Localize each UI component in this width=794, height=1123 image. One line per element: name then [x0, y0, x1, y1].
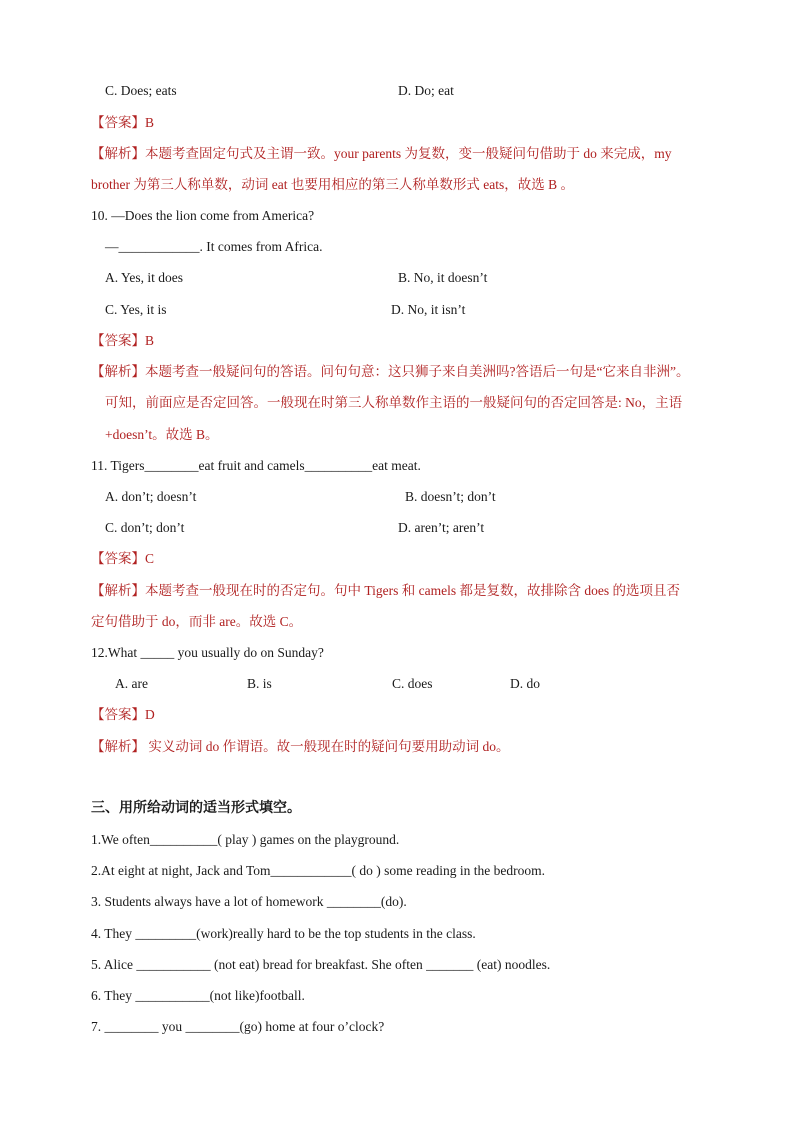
q12-analysis: [91, 737, 510, 757]
answer-tag: 【答案】: [91, 333, 145, 348]
fill-item-5: 5. Alice ___________ (not eat) bread for breakfast. She often _______ (eat) noodles.: [91, 957, 551, 972]
q12-option-d: D. do: [510, 676, 540, 691]
q10-option-c: C. Yes, it is: [105, 302, 167, 317]
analysis-text: 本题考查一般疑问句的答语。问句句意：这只狮子来自美洲吗?答语后一句是“它来自非洲”。: [145, 364, 690, 379]
q11-analysis-line1: [91, 581, 680, 601]
q12-option-a: A. are: [115, 676, 148, 691]
answer-tag: 【答案】: [91, 551, 145, 566]
analysis-tag: 【解析】: [91, 739, 145, 754]
answer-tag: 【答案】: [91, 707, 145, 722]
q9-answer: [91, 113, 154, 133]
q12-option-c: C. does: [392, 676, 433, 691]
analysis-tag: 【解析】: [91, 583, 145, 598]
fill-item-1: 1.We often__________( play ) games on the playground.: [91, 832, 400, 847]
fill-item-4: 4. They _________(work)really hard to be the top students in the class.: [91, 926, 476, 941]
analysis-text: 本题考查固定句式及主谓一致。your parents 为复数，变一般疑问句借助于 do 来完成，my: [145, 146, 672, 161]
analysis-text: 本题考查一般现在时的否定句。句中 Tigers 和 camels 都是复数，故排除含 does 的选项且否: [145, 583, 680, 598]
q11-option-b: B. doesn’t; don’t: [405, 489, 496, 504]
q10-analysis-line1: [91, 362, 689, 382]
analysis-tag: 【解析】: [91, 364, 145, 379]
answer-tag: 【答案】: [91, 115, 145, 130]
fill-item-2: 2.At eight at night, Jack and Tom____________( do ) some reading in the bedroom.: [91, 863, 545, 878]
answer-value: C: [145, 551, 155, 566]
q9-analysis-line1: [91, 144, 671, 164]
q10-option-b: B. No, it doesn’t: [398, 270, 488, 285]
fill-item-6: 6. They ___________(not like)football.: [91, 988, 305, 1003]
q12-answer: [91, 705, 155, 725]
q11-option-d: D. aren’t; aren’t: [398, 520, 485, 535]
q10-reply: —____________. It comes from Africa.: [105, 239, 323, 254]
analysis-tag: 【解析】: [91, 146, 145, 161]
answer-value: B: [145, 115, 155, 130]
q10-option-a: A. Yes, it does: [105, 270, 184, 285]
q10-answer: [91, 331, 154, 351]
q9-analysis-line2: brother 为第三人称单数，动词 eat 也要用相应的第三人称单数形式 eats，故选 B 。: [91, 177, 574, 192]
answer-value: B: [145, 333, 155, 348]
q12-option-b: B. is: [247, 676, 272, 691]
fill-item-3: 3. Students always have a lot of homework ________(do).: [91, 894, 407, 909]
q10-analysis-line3: +doesn’t。故选 B。: [105, 427, 219, 442]
q10-analysis-line2: 可知，前面应是否定回答。一般现在时第三人称单数作主语的一般疑问句的否定回答是: No，主语: [105, 395, 683, 410]
analysis-text: 实义动词 do 作谓语。故一般现在时的疑问句要用助动词 do。: [145, 739, 510, 754]
q9-option-c: C. Does; eats: [105, 83, 177, 98]
q9-option-d: D. Do; eat: [398, 83, 454, 98]
q11-option-c: C. don’t; don’t: [105, 520, 185, 535]
q11-option-a: A. don’t; doesn’t: [105, 489, 197, 504]
answer-value: D: [145, 707, 155, 722]
section-title: 三、用所给动词的适当形式填空。: [91, 801, 301, 816]
q11-analysis-line2: 定句借助于 do，而非 are。故选 C。: [91, 614, 303, 629]
q12-stem: 12.What _____ you usually do on Sunday?: [91, 645, 324, 660]
q11-stem: 11. Tigers________eat fruit and camels__________eat meat.: [91, 458, 421, 473]
q10-stem: 10. —Does the lion come from America?: [91, 208, 315, 223]
fill-item-7: 7. ________ you ________(go) home at four o’clock?: [91, 1019, 385, 1034]
q10-option-d: D. No, it isn’t: [391, 302, 466, 317]
q11-answer: [91, 549, 154, 569]
